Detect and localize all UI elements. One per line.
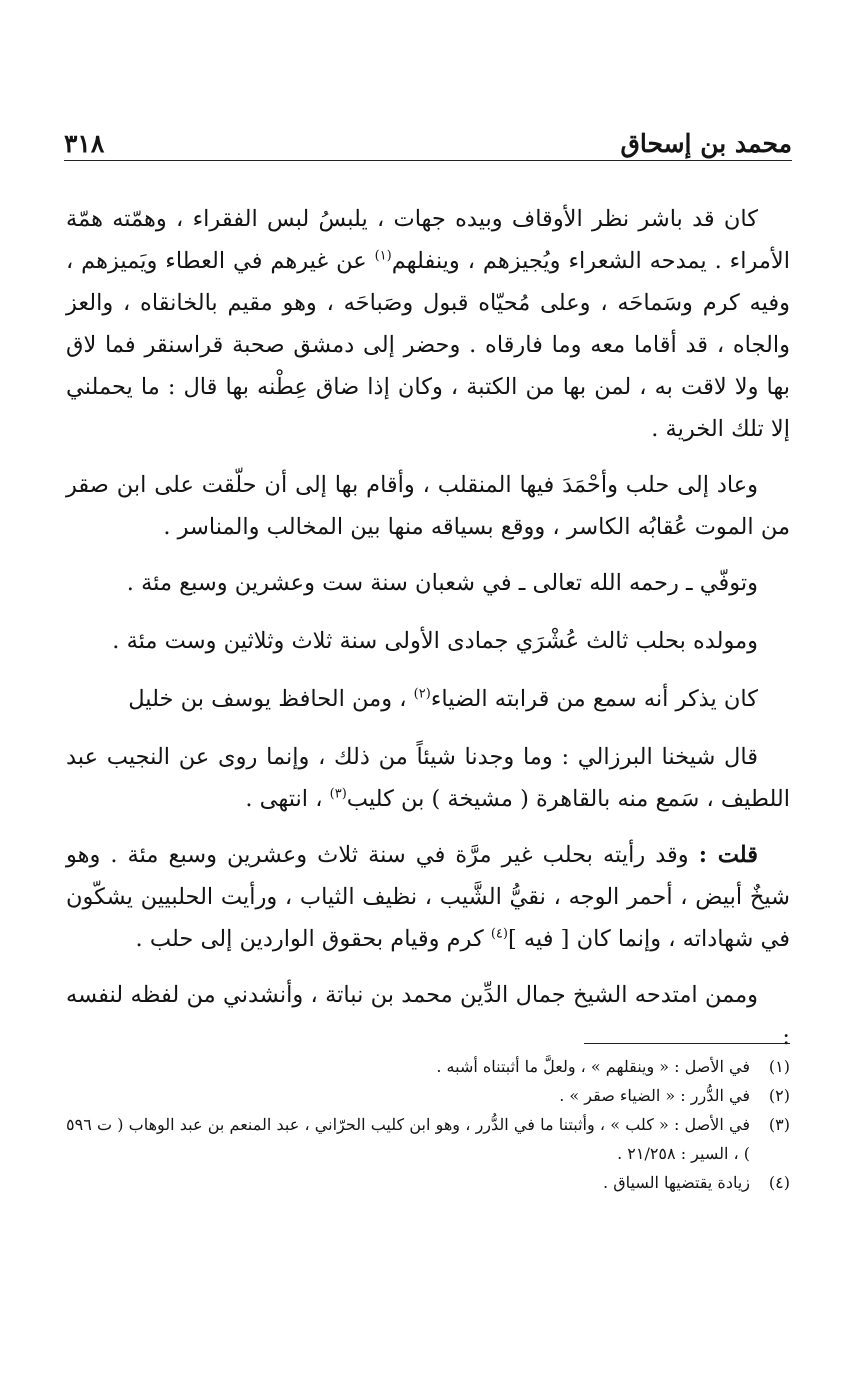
- header-rule: [64, 160, 792, 161]
- paragraph-1-text-b: عن غيرهم في العطاء ويَميزهم ، وفيه كرم وسَماحَه ، وعلى مُحيّاه قبول وصَباحَه ، وهو مقيم بالخانقاه ، والعز والجاه ، قد أقاما معه وما فارقاه . وحضر إلى دمشق صحبة قراسنقر فما لاق بها ولا لاقت به ، لمن بها من الكتبة ، وكان إذا ضاق عِطْنه بها قال : ما يحملني إلا تلك الخرية .: [66, 248, 790, 442]
- footnote-number: (٢): [768, 1086, 790, 1105]
- running-title: محمد بن إسحاق: [620, 129, 792, 158]
- paragraph-1: [66, 198, 790, 450]
- footnote-text: في الأصل : « كلب » ، وأثبتنا ما في الدُّرر ، وهو ابن كليب الحرّاني ، عبد المنعم بن عبد الوهاب ( ت ٥٩٦ ) ، السير : ٢١/٢٥٨ .: [66, 1115, 750, 1163]
- paragraph-2: وعاد إلى حلب وأحْمَدَ فيها المنقلب ، وأقام بها إلى أن حلّقت على ابن صقر من الموت عُقابُه الكاسر ، ووقع بسياقه منها بين المخالب والمناسر .: [66, 472, 790, 540]
- paragraph-6: [66, 736, 790, 820]
- paragraph-5: [66, 678, 790, 720]
- footnote-ref-3: (٣): [329, 786, 347, 802]
- footnote-rule: [584, 1043, 790, 1044]
- footnotes: [66, 1052, 790, 1197]
- paragraph-7-lead: قلت :: [698, 842, 758, 868]
- footnote-text: في الأصل : « وينقلهم » ، ولعلَّ ما أثبتناه أشبه .: [436, 1057, 750, 1076]
- paragraph-7-text-a: وقد رأيته بحلب غير مرَّة في سنة ثلاث وعشرين وسبع مئة . وهو شيخٌ أبيض ، أحمر الوجه ، نقيُّ الشَّيب ، نظيف الثياب ، ورأيت الحلبيين يشكّون في شهاداته ، وإنما كان [ فيه ]: [66, 842, 790, 952]
- paragraph-3: وتوفّي ـ رحمه الله تعالى ـ في شعبان سنة ست وعشرين وسبع مئة .: [126, 570, 758, 596]
- footnote-number: (٤): [768, 1173, 790, 1192]
- paragraph-6-text-a: قال شيخنا البرزالي : وما وجدنا شيئاً من ذلك ، وإنما روى عن النجيب عبد اللطيف ، سَمع منه بالقاهرة ( مشيخة ) بن كليب: [66, 744, 790, 812]
- paragraph-4: ومولده بحلب ثالث عُشْرَي جمادى الأولى سنة ثلاث وثلاثين وست مئة .: [112, 628, 758, 654]
- footnote-ref-4: (٤): [490, 926, 508, 942]
- paragraph-6-text-b: ، انتهى .: [245, 786, 330, 812]
- footnote-number: (٣): [768, 1115, 790, 1134]
- footnote-number: (١): [768, 1057, 790, 1076]
- paragraph-5-text-a: كان يذكر أنه سمع من قرابته الضياء: [430, 686, 758, 712]
- running-header: [64, 118, 792, 158]
- paragraph-8: وممن امتدحه الشيخ جمال الدِّين محمد بن نباتة ، وأنشدني من لفظه لنفسه :: [66, 982, 790, 1050]
- footnote-ref-2: (٢): [413, 686, 431, 702]
- paragraph-7-text-b: كرم وقيام بحقوق الواردين إلى حلب .: [135, 926, 491, 952]
- footnote-3: [66, 1110, 790, 1168]
- footnote-4: [66, 1168, 790, 1197]
- footnote-text: زيادة يقتضيها السياق .: [603, 1173, 750, 1192]
- paragraph-1-text-a: كان قد باشر نظر الأوقاف وبيده جهات ، يلبسُ لبس الفقراء ، وهمّته همّة الأمراء . يمدحه الشعراء ويُجيزهم ، وينفلهم: [66, 206, 790, 274]
- footnote-text: في الدُّرر : « الضياء صقر » .: [559, 1086, 750, 1105]
- paragraph-5-text-b: ، ومن الحافظ يوسف بن خليل: [128, 686, 414, 712]
- footnote-ref-1: (١): [374, 248, 392, 264]
- page-number: ٣١٨: [64, 129, 105, 158]
- paragraph-7: [66, 834, 790, 960]
- footnote-1: [66, 1052, 790, 1081]
- footnote-2: [66, 1081, 790, 1110]
- main-text: [66, 198, 790, 1072]
